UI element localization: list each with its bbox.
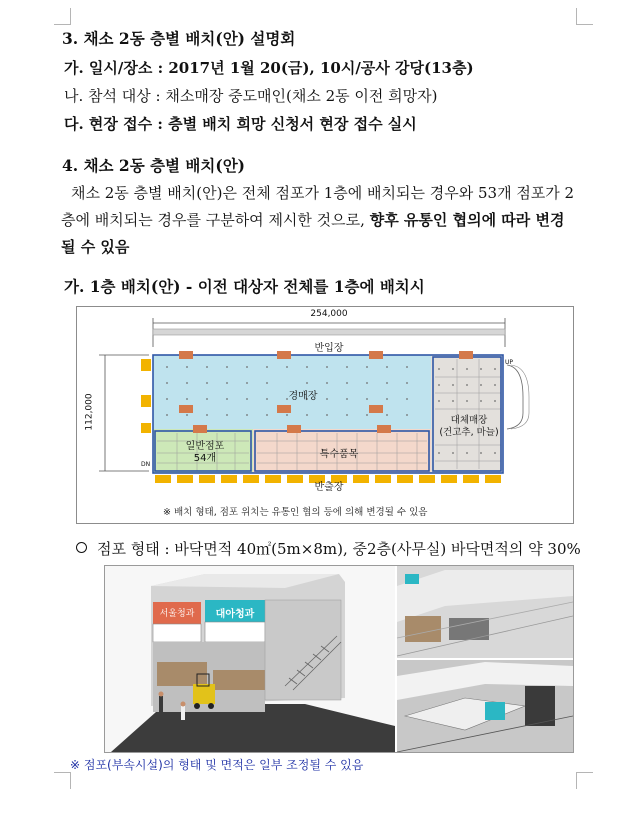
section4-title: 4. 채소 2동 층별 배치(안) [62, 156, 246, 175]
sign-seoul-cheonggwa: 서울청과 [159, 609, 195, 619]
crop-mark-bottom-left [54, 772, 71, 789]
stair-down-label: DN [141, 461, 151, 468]
zone-special-items-label: 특수품목 [319, 449, 359, 460]
stair-up-label: UP [505, 359, 514, 366]
section4-paragraph-emphasis: 향후 유통인 협의에 따라 변경될 수 있음 [61, 211, 565, 256]
dimension-width-label: 254,000 [310, 309, 348, 319]
section4-paragraph-text: 채소 2동 층별 배치(안)은 전체 점포가 1층에 배치되는 경우와 53개 점포가 2층에 배치되는 경우를 구분하여 제시한 것으로, [61, 184, 575, 229]
zone-entrance-label: 반입장 [314, 343, 344, 354]
store-rendering-drawing [105, 566, 573, 752]
store-spec-text: 점포 형태 : 바닥면적 40㎡(5m×8m), 중2층(사무실) 바닥면적의 약 30% [97, 540, 581, 558]
zone-general-stores-label [167, 441, 243, 465]
section4-sub-floor1: 가. 1층 배치(안) - 이전 대상자 전체를 1층에 배치시 [64, 277, 425, 296]
floorplan-note: ※ 배치 형태, 점포 위치는 유통인 협의 등에 의해 변경될 수 있음 [163, 507, 428, 518]
section3-item-attendees: 나. 참석 대상 : 채소매장 중도매인(채소 2동 이전 희망자) [64, 87, 438, 105]
zone-auction-label: 경매장 [288, 391, 318, 402]
section3-item-schedule: 가. 일시/장소 : 2017년 1월 20(금), 10시/공사 강당(13층) [64, 59, 474, 77]
rendering-frame [104, 565, 574, 753]
sign-daea-cheonggwa: 대아청과 [215, 609, 255, 620]
bottom-note: ※ 점포(부속시설)의 형태 및 면적은 일부 조정될 수 있음 [70, 758, 364, 772]
dimension-height-label: 112,000 [84, 393, 95, 431]
floorplan-frame [76, 306, 574, 524]
store-spec-item [76, 538, 581, 560]
zone-alternate-store-name: 대체매장 [450, 415, 488, 426]
zone-general-stores-count: 54개 [193, 453, 217, 464]
zone-alternate-store-items: (건고추, 마늘) [439, 427, 499, 438]
crop-mark-top-right [576, 8, 593, 25]
section4-paragraph [61, 180, 576, 261]
section3-title: 3. 채소 2동 층별 배치(안) 설명회 [62, 29, 296, 48]
zone-alternate-store-label [431, 415, 507, 439]
zone-general-stores-name: 일반점포 [185, 441, 225, 452]
zone-exit-label: 반출장 [314, 482, 344, 493]
section3-item-reception: 다. 현장 접수 : 층별 배치 희망 신청서 현장 접수 실시 [64, 115, 417, 133]
crop-mark-top-left [54, 8, 71, 25]
circle-bullet-icon [76, 542, 87, 553]
crop-mark-bottom-right [576, 772, 593, 789]
